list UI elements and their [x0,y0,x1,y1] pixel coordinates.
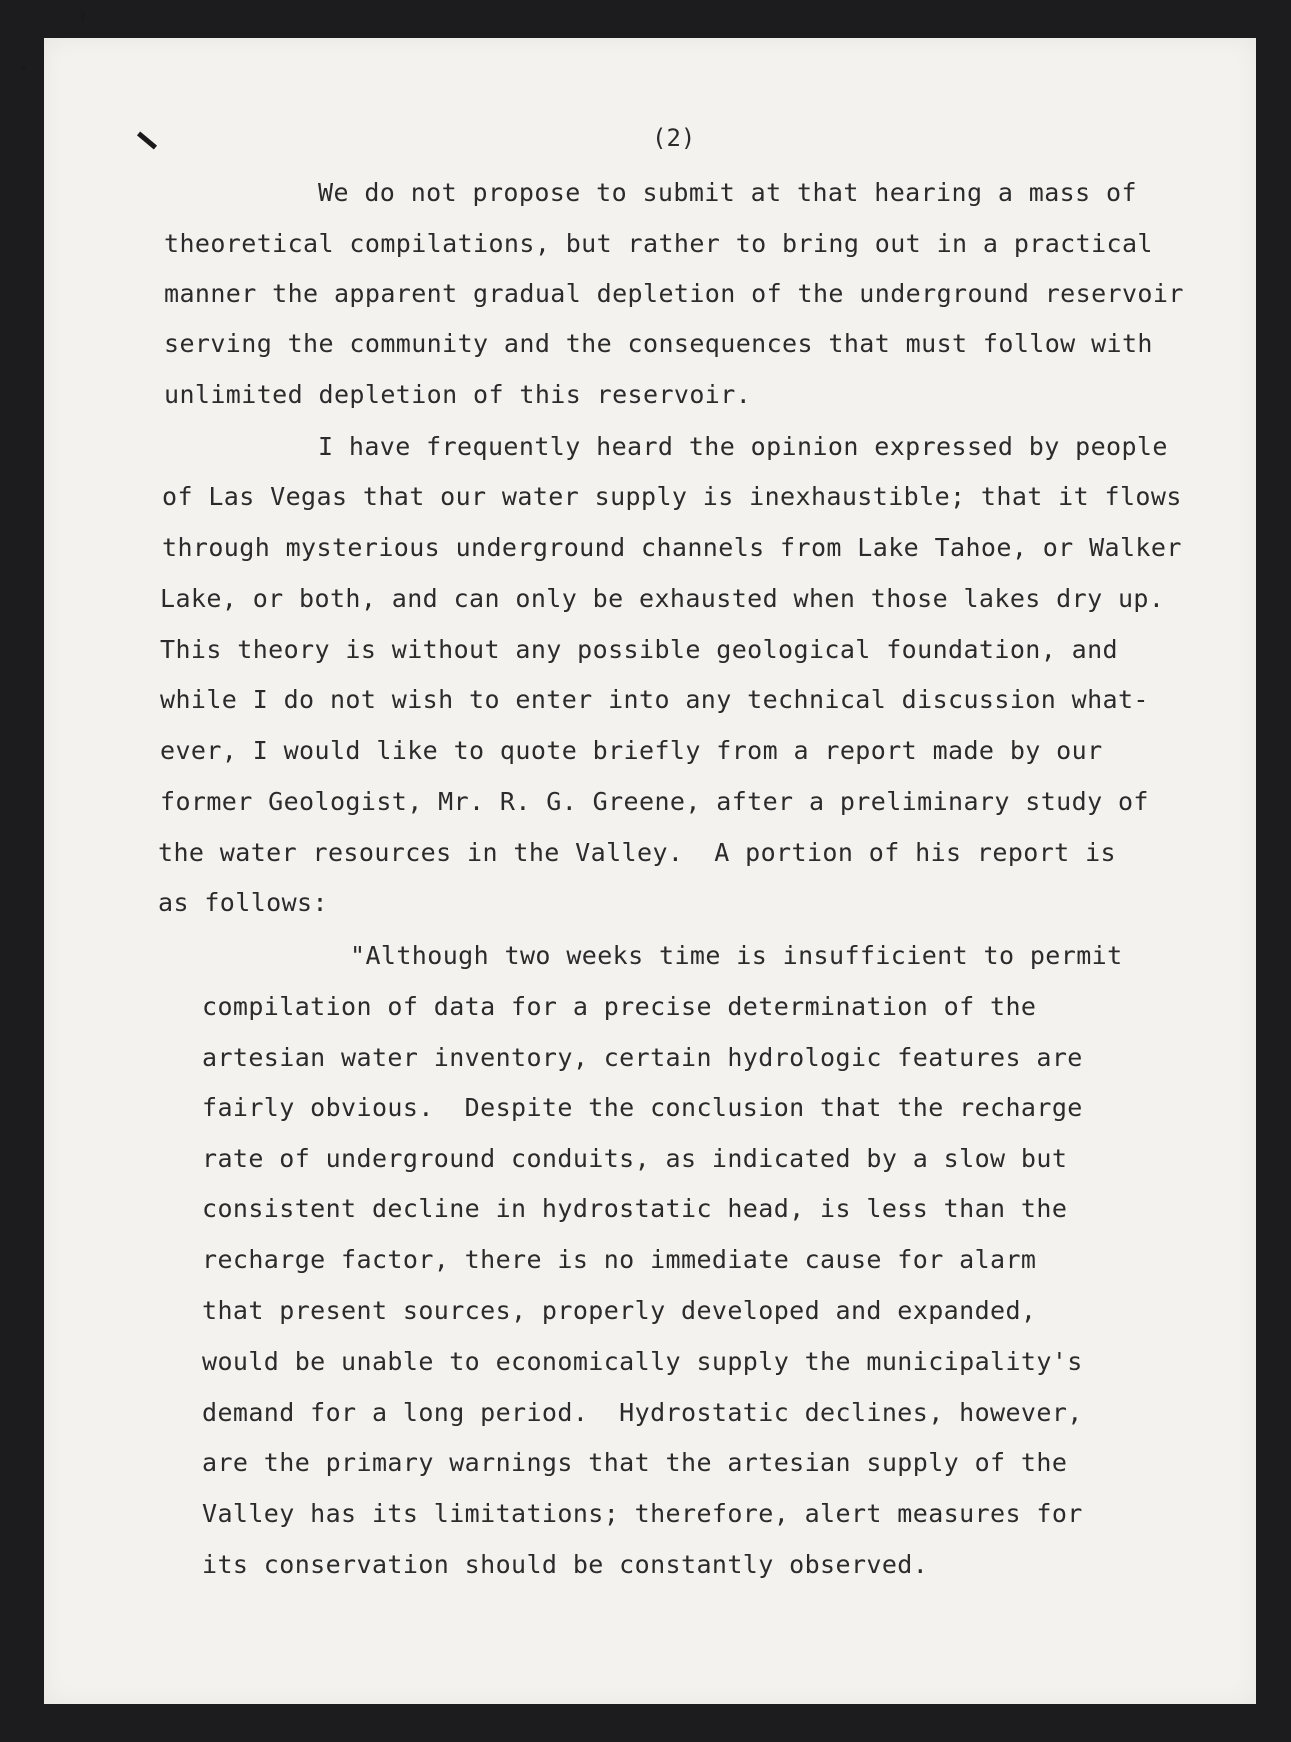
text-line: Lake, or both, and can only be exhausted when those lakes dry up. [160,584,1165,613]
text-line: through mysterious underground channels from Lake Tahoe, or Walker [162,533,1182,562]
text-line: Valley has its limitations; therefore, alert measures for [202,1499,1083,1528]
text-line: ever, I would like to quote briefly from a report made by our [160,736,1103,765]
text-line: are the primary warnings that the artesian supply of the [202,1448,1068,1477]
document-page [44,38,1256,1704]
text-line: as follows: [158,888,328,917]
text-line: rate of underground conduits, as indicated by a slow but [202,1144,1068,1173]
text-line: recharge factor, there is no immediate cause for alarm [202,1245,1037,1274]
text-line: its conservation should be constantly observed. [202,1550,929,1579]
text-line: manner the apparent gradual depletion of the underground reservoir [164,279,1184,308]
scan-mark [21,66,26,71]
text-line: "Although two weeks time is insufficient to permit [350,941,1123,970]
text-line: theoretical compilations, but rather to bring out in a practical [164,229,1153,258]
text-line: consistent decline in hydrostatic head, is less than the [202,1194,1068,1223]
text-line: of Las Vegas that our water supply is inexhaustible; that it flows [162,482,1182,511]
text-line: artesian water inventory, certain hydrologic features are [202,1043,1083,1072]
text-line: would be unable to economically supply the municipality's [202,1347,1083,1376]
text-line: fairly obvious. Despite the conclusion that the recharge [202,1093,1083,1122]
text-line: the water resources in the Valley. A portion of his report is [158,838,1116,867]
page-number: (2) [652,124,696,152]
scan-mark [137,132,157,150]
text-line: that present sources, properly developed and expanded, [202,1296,1037,1325]
text-line: I have frequently heard the opinion expressed by people [318,432,1168,461]
text-line: compilation of data for a precise determination of the [202,992,1037,1021]
text-line: unlimited depletion of this reservoir. [164,380,752,409]
text-line: We do not propose to submit at that hearing a mass of [318,178,1137,207]
text-line: serving the community and the consequences that must follow with [164,329,1153,358]
scan-mark [81,12,85,22]
text-line: demand for a long period. Hydrostatic declines, however, [202,1398,1083,1427]
text-line: former Geologist, Mr. R. G. Greene, after a preliminary study of [160,787,1149,816]
text-line: This theory is without any possible geological foundation, and [160,635,1118,664]
text-line: while I do not wish to enter into any technical discussion what- [160,685,1149,714]
